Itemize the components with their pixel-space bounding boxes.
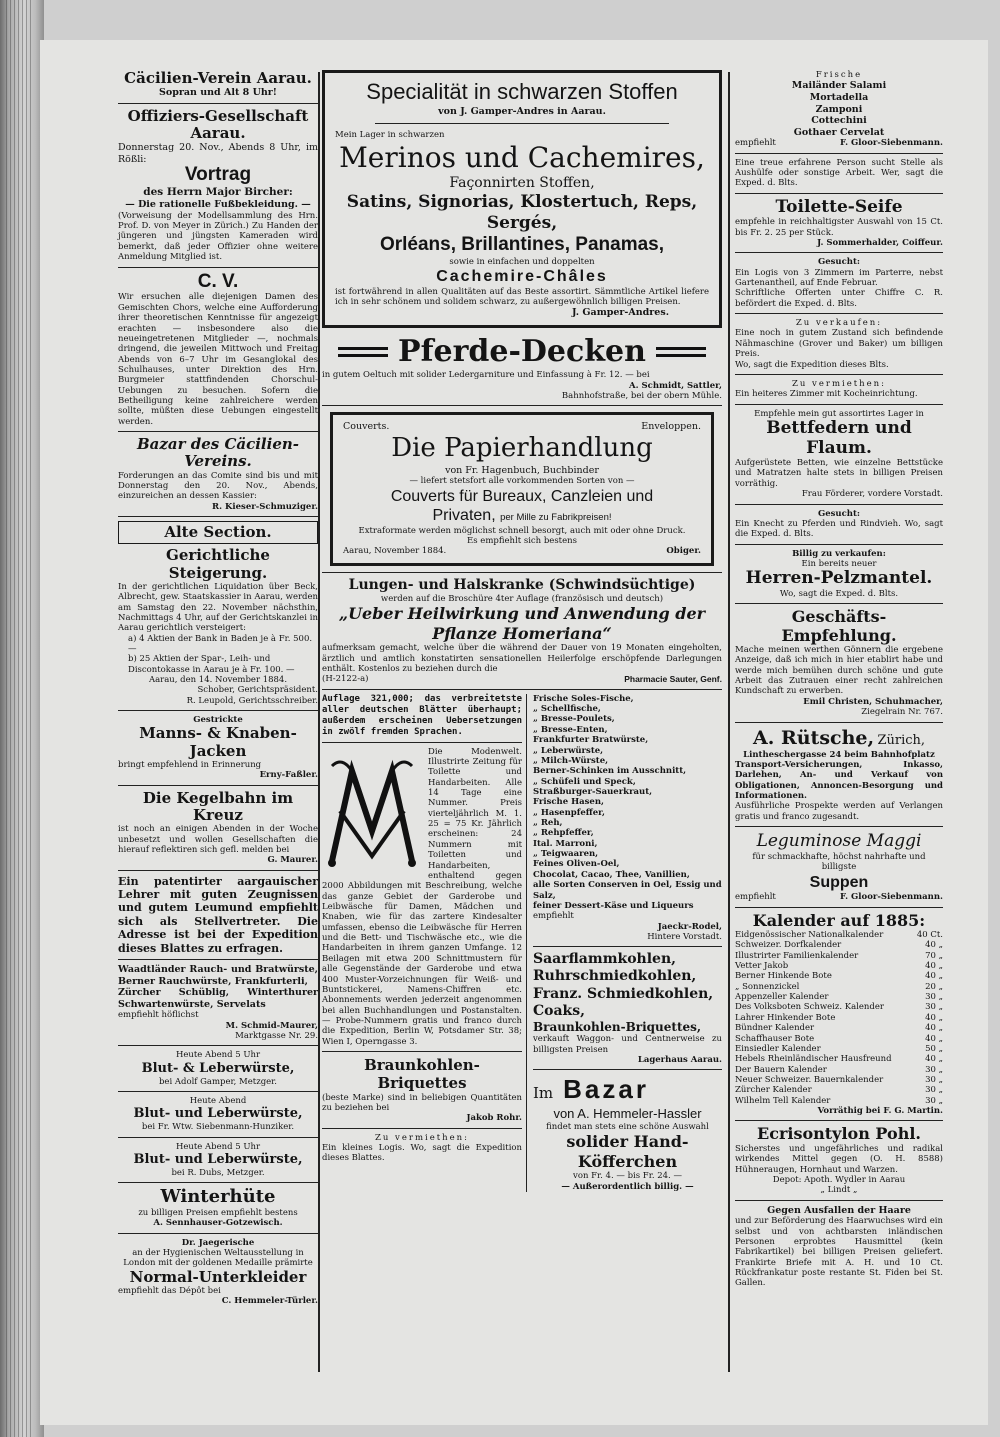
blut1-sign: bei Adolf Gamper, Metzger.	[158, 1076, 277, 1087]
stoffe-ad	[322, 70, 722, 328]
kalender-name: „ Sonnenzickel	[735, 981, 800, 992]
divider	[118, 785, 318, 786]
salami-empf: empfiehlt	[735, 138, 776, 149]
modenwelt-text: Die Modenwelt. Illustrirte Zeitung für Toilette und Handarbeiten. Alle 14 Tage eine Nummer. Preis vierteljährlich M. 1. 25 = 75 Kr. Jährlich erscheinen: 24 Nummern mit Toiletten und Handarbeiten, enthaltend gegen 2000 Abbildungen mit Beschreibung, welche das ganze Gebiet der Garderobe und Leibwäsche für Damen, Mädchen und Knaben, wie für das zartere Kindesalter umfassen, ebenso die Leibwäsche für Herren und die Bett- und Tischwäsche etc., wie die Handarbeiten in ihrem ganzen Umfange. 12 Beilagen mit etwa 200 Schnittmustern für alle Gegenstände der Garderobe und etwa 400 Muster-Vorzeichnungen für Weiß- und Buntstickerei, Namens-Chiffren etc. Abonnements werden jederzeit angenommen bei allen Buchhandlungen und Postanstalten. — Probe-Nummern gratis und franco durch die Expedition, Berlin W, Potsdamer Str. 38; Wien I, Operngasse 3.	[322, 746, 522, 1047]
kalender-row	[735, 1085, 943, 1095]
kalender-title: Kalender auf 1885:	[752, 910, 926, 930]
betten-sign: Frau Förderer, vordere Vorstadt.	[801, 489, 943, 500]
kalender-name: Einsiedler Kalender	[735, 1043, 821, 1054]
divider	[118, 1137, 318, 1138]
kalender-name: Illustrirter Familienkalender	[735, 950, 859, 961]
delikatessen-addr: Hintere Vorstadt.	[647, 932, 722, 942]
steigerung-item-a: a) 4 Aktien der Bank in Baden je à Fr. 500. —	[128, 633, 313, 654]
caecilien-sub: Sopran und Alt 8 Uhr!	[159, 87, 277, 99]
divider	[735, 404, 943, 405]
divider	[375, 123, 669, 124]
stoffe-sign: J. Gamper-Andres.	[572, 307, 669, 319]
stoffe-merinos: Merinos und Cachemires,	[339, 140, 705, 174]
divider	[322, 1051, 522, 1052]
delikatessen-item: „ Hasenpfeffer,	[533, 807, 605, 818]
pferde-addr: Bahnhofstraße, bei der obern Mühle.	[561, 391, 722, 402]
steigerung-sign2: R. Leupold, Gerichtsschreiber.	[186, 695, 318, 706]
delikatessen-item: „ Milch-Würste,	[533, 755, 609, 766]
divider	[735, 1200, 943, 1201]
cv-title: C. V.	[197, 270, 239, 292]
divider	[322, 1128, 522, 1129]
bazar-title: Bazar	[563, 1074, 649, 1105]
bazar-im: Im	[533, 1084, 554, 1103]
vermiethen-text: Ein kleines Logis. Wo, sagt die Expedition dieses Blattes.	[322, 1143, 522, 1164]
pferde-header	[322, 334, 722, 371]
bazar-text: findet man stets eine schöne Auswahl	[546, 1121, 709, 1132]
maggi-empf: empfiehlt	[735, 892, 776, 903]
blut3-pre: Heute Abend 5 Uhr	[175, 1141, 261, 1152]
divider	[735, 907, 943, 908]
steigerung-date: Aarau, den 14. November 1884.	[148, 675, 288, 686]
kalender-list	[735, 930, 943, 1106]
pferde-text: in gutem Oeltuch mit solider Ledergarniture und Einfassung à Fr. 12. — bei	[322, 370, 650, 381]
salami-item: Mortadella	[809, 91, 869, 103]
pferde-sign: A. Schmidt, Sattler,	[629, 380, 722, 391]
kalender-sign: Vorräthig bei F. G. Martin.	[817, 1106, 943, 1117]
gesucht2-title: Gesucht:	[817, 508, 861, 519]
salami-item: Cottechini	[811, 115, 867, 127]
mid-lower-split	[322, 694, 722, 1192]
geschaeft-addr: Ziegelrain Nr. 767.	[861, 707, 943, 718]
betten-pre: Empfehle mein gut assortirtes Lager in	[754, 408, 924, 419]
betten-text: Aufgerüstete Betten, wie einzelne Bettstücke und Matratzen halte stets in billigen Preisen vorräthig.	[735, 458, 943, 489]
papier-by: von Fr. Hagenbuch, Buchbinder	[445, 464, 599, 476]
delikatessen-list	[533, 694, 722, 912]
kegelbahn-sign: G. Maurer.	[267, 855, 318, 866]
kalender-price: 40 Ct.	[916, 929, 943, 940]
maggi-text: für schmackhafte, höchst nahrhafte und billigste	[752, 851, 926, 873]
stoffe-text: ist fortwährend in allen Qualitäten auf das Beste assortirt. Sämmtliche Artikel liefere ich in sehr schönem und solidem schwarz, zu außergewöhnlich billigen Preisen.	[335, 286, 709, 307]
betten-title: Bettfedern und Flaum.	[766, 417, 912, 458]
kohlen-item: Ruhrschmiedkohlen,	[533, 968, 697, 985]
stoffe-by: von J. Gamper-Andres in Aarau.	[438, 105, 606, 117]
ruetsche-title: A. Rütsche,	[752, 726, 875, 749]
divider	[118, 870, 318, 871]
divider	[118, 959, 318, 960]
jaeger-sign: C. Hemmeler-Türler.	[221, 1296, 318, 1307]
steigerung-title: Gerichtliche Steigerung.	[166, 546, 270, 582]
kalender-name: Bündner Kalender	[735, 1023, 815, 1034]
wurst-addr: Marktgasse Nr. 29.	[235, 1031, 318, 1042]
papier-ad	[330, 412, 714, 565]
bazar-koffer: solider Hand-Köfferchen	[566, 1132, 689, 1171]
jaeger-empf: empfiehlt das Dépôt bei	[118, 1285, 221, 1296]
vortrag-text: (Vorweisung der Modellsammlung des Hrn. Prof. D. von Meyer in Zürich.) Zu Handen der jüngeren und jüngsten Kameraden wird bemerkt, daß jeder Offizier ohne weitere Anmeldung Mitglied ist.	[118, 210, 318, 263]
jaeger-title: Normal-Unterkleider	[129, 1267, 307, 1286]
kalender-row	[735, 961, 943, 971]
verkaufen1-text2: Wo, sagt die Expedition dieses Blts.	[735, 359, 889, 370]
kalender-row	[735, 1065, 943, 1075]
kalender-name: Neuer Schweizer. Bauernkalender	[735, 1074, 884, 1085]
delikatessen-item: Straßburger-Sauerkraut,	[533, 786, 653, 797]
bazar-title: Bazar des Cäcilien-Vereins.	[136, 435, 300, 471]
delikatessen-item: Chocolat, Cacao, Thee, Vanillien,	[533, 869, 690, 880]
salami-item: Mailänder Salami	[791, 80, 887, 92]
divider	[118, 267, 318, 268]
kalender-name: Appenzeller Kalender	[735, 992, 829, 1003]
kohlen-item: Saarflammkohlen,	[533, 951, 677, 968]
delikatessen-item: Frankfurter Bratwürste,	[533, 735, 649, 746]
vermiethen3-text: Ein heiteres Zimmer mit Kocheinrichtung.	[735, 389, 918, 400]
maggi-sign: F. Gloor-Siebenmann.	[839, 892, 943, 903]
delikatessen-item: „ Schüfeli und Speck,	[533, 776, 636, 787]
divider	[735, 826, 943, 827]
delikatessen-item: „ Reh,	[533, 818, 563, 829]
kalender-row	[735, 971, 943, 981]
delikatessen-item: „ Leberwürste,	[533, 745, 604, 756]
blut1-title: Blut- & Leberwürste,	[141, 1060, 295, 1076]
kohlen-sign: Lagerhaus Aarau.	[637, 1055, 722, 1066]
kohlen-item: Coaks,	[533, 1002, 586, 1019]
divider	[735, 544, 943, 545]
bazar-header	[533, 1074, 722, 1106]
gesucht2-text: Ein Knecht zu Pferden und Rindvieh. Wo, sagt die Exped. d. Blts.	[735, 518, 943, 540]
book-binding	[0, 0, 44, 1437]
kalender-price: 50 „	[925, 1043, 943, 1054]
jacken-text: bringt empfehlend in Erinnerung	[118, 759, 262, 770]
kegelbahn-text: ist noch an einigen Abenden in der Woche unbesetzt und wollen Gesellschaften die hierauf reflektiren sich gefl. melden bei	[118, 824, 318, 855]
salami-sign: F. Gloor-Siebenmann.	[839, 138, 943, 149]
kalender-price: 40 „	[925, 961, 943, 971]
wurst-text2: Zürcher Schüblig, Winterthurer Schwartenwürste, Servelats	[118, 987, 318, 1010]
jacken-sign: Erny-Faßler.	[259, 770, 318, 781]
maggi-title: Leguminose Maggi	[756, 831, 922, 852]
vortrag-topic: — Die rationelle Fußbekleidung. —	[125, 199, 311, 211]
blut2-pre: Heute Abend	[189, 1096, 247, 1107]
delikatessen-item: Ital. Marroni,	[533, 838, 598, 849]
divider	[735, 603, 943, 604]
blut1-pre: Heute Abend 5 Uhr	[175, 1050, 261, 1061]
braunkohlen-text: (beste Marke) sind in beliebigen Quantitäten zu beziehen bei	[322, 1092, 522, 1113]
kalender-price: 30 „	[925, 1074, 943, 1085]
kalender-row	[735, 992, 943, 1002]
kalender-name: Des Volksboten Schweiz. Kalender	[735, 1002, 884, 1013]
divider	[735, 193, 943, 194]
blut2-sign: bei Fr. Wtw. Siebenmann-Hunziker.	[141, 1122, 295, 1133]
seife-sign: J. Sommerhalder, Coiffeur.	[817, 237, 943, 248]
verkaufen1-title: Zu verkaufen:	[795, 318, 883, 329]
delikatessen-item: „ Bresse-Poulets,	[533, 714, 615, 725]
divider	[533, 946, 722, 947]
divider	[735, 153, 943, 154]
salami-item: Gothaer Cervelat	[793, 126, 885, 138]
jaeger-pre: Dr. Jaegerische	[181, 1237, 255, 1248]
winterhuete-title: Winterhüte	[160, 1186, 276, 1208]
steigerung-item-b: b) 25 Aktien der Spar-, Leih- und Discontokasse in Aarau je à Fr. 100. —	[128, 654, 295, 675]
bazar-price: von Fr. 4. — bis Fr. 24. —	[573, 1171, 682, 1182]
divider	[118, 431, 318, 432]
divider	[118, 1233, 318, 1234]
kalender-price: 70 „	[925, 950, 943, 961]
delikatessen-col	[526, 694, 722, 1192]
kalender-name: Hebels Rheinländischer Hausfreund	[735, 1054, 892, 1065]
jacken-title: Manns- & Knaben-Jacken	[139, 724, 297, 760]
haare-text: und zur Beförderung des Haarwuchses wird ein selbst und von achtbarsten inländischen Personen erprobtes Hausmittel (kein Fabrikartikel) bei billigen Preisen geliefert. Frankirte Briefe mit A. H. und 10 Ct. Rückfrankatur poste restante St. Fiden bei St. Gallen.	[735, 1216, 943, 1289]
kalender-row	[735, 940, 943, 950]
kalender-price: 40 „	[925, 1023, 943, 1034]
vermiethen3-title: Zu vermiethen:	[791, 378, 887, 389]
ruetsche-header	[735, 727, 943, 750]
stoffe-title: Specialität in schwarzen Stoffen	[366, 79, 678, 104]
column-left	[118, 70, 318, 1307]
alte-section-box: Alte Section.	[118, 521, 318, 544]
kohlen-text: verkauft Waggon- und Centnerweise zu billigsten Preisen	[533, 1034, 722, 1055]
delikatessen-item: alle Sorten Conserven in Oel, Essig und Salz,	[533, 880, 722, 901]
delikatessen-item: Frische Soles-Fische,	[533, 693, 634, 704]
divider	[118, 710, 318, 711]
wurst-sign: M. Schmid-Maurer,	[225, 1020, 318, 1031]
cv-text: Wir ersuchen alle diejenigen Damen des Gemischten Chors, welche eine Aufforderung ihrer theoretischen Kenntnisse für angezeigt erachten — insbesondere also die neueingetretenen Mitglieder —, nochmals dringend, die jeweilen Mittwoch und Freitag Abends von 6–7 Uhr im Gesanglokal des Schulhauses, unter Direktion des Hrn. Burgmeier stattfindenden Chorschul-Uebungen zu besuchen. Sofern die Betheiligung keine zahlreichere werden sollte, müßten diese Uebungen eingestellt werden.	[118, 292, 318, 427]
kalender-price: 40 „	[925, 940, 943, 951]
divider	[735, 374, 943, 375]
stoffe-faconnirten: Façonnirten Stoffen,	[449, 174, 595, 191]
kalender-name: Vetter Jakob	[735, 961, 789, 971]
wurst-text1: Waadtländer Rauch- und Bratwürste, Berner Rauchwürste, Frankfurterli,	[118, 964, 318, 987]
lungen-text: aufmerksam gemacht, welche über die während der Dauer von 19 Monaten eingeholten, ärztlich und amtlich konstatirten sensationellen Heilerfolge erschöpfende Darlegungen enthält. Kostenlos zu beziehen durch die	[322, 643, 722, 675]
kalender-row	[735, 1075, 943, 1085]
kohlen-list	[533, 951, 722, 1019]
stoffe-sowie: sowie in einfachen und doppelten	[449, 256, 595, 267]
kalender-name: Der Bauern Kalender	[735, 1064, 827, 1075]
delikatessen-item: „ Teigwaaren,	[533, 849, 599, 860]
offiziers-date: Donnerstag 20. Nov., Abends 8 Uhr, im Rößli:	[118, 142, 318, 165]
salami-footer-row	[735, 138, 943, 148]
kalender-row	[735, 1034, 943, 1044]
lungen-title: Lungen- und Halskranke (Schwindsüchtige)	[348, 576, 696, 593]
gesucht1-text2: Schriftliche Offerten unter Chiffre C. R. befördert die Exped. d. Blts.	[735, 288, 943, 309]
delikatessen-empf: empfiehlt	[533, 911, 574, 922]
modenwelt-col	[322, 694, 522, 1192]
divider	[735, 252, 943, 253]
ornament-bar	[656, 347, 706, 357]
delikatessen-sign: Jaeckr-Rodel,	[657, 921, 722, 932]
jacken-pre: Gestrickte	[193, 715, 243, 726]
divider	[735, 313, 943, 314]
ruetsche-addr: Lintheschergasse 24 beim Bahnhofplatz	[743, 749, 935, 760]
papier-left: Couverts.	[343, 421, 390, 433]
papier-empf: Es empfiehlt sich bestens	[467, 536, 577, 547]
kegelbahn-title: Die Kegelbahn im Kreuz	[142, 788, 294, 824]
auflage-text: Auflage 321,000; das verbreitetste aller deutschen Blätter überhaupt; außerdem erscheinen Uebersetzungen in zwölf fremden Sprachen.	[322, 693, 522, 737]
gesucht1-title: Gesucht:	[817, 257, 861, 268]
caecilien-title: Cäcilien-Verein Aarau.	[124, 69, 312, 87]
geschaeft-text: Mache meinen werthen Gönnern die ergebene Anzeige, daß ich mich in hier etablirt habe und werde mich bemühen durch schöne und gute Arbeit das Zutrauen einer recht zahlreichen Kundschaft zu erwerben.	[735, 645, 943, 697]
vermiethen-title: Zu vermiethen:	[374, 1132, 470, 1143]
pohl-lindt: „ Lindt „	[820, 1185, 858, 1196]
kalender-row	[735, 930, 943, 940]
kalender-price: 30 „	[925, 1085, 943, 1096]
bazar-billig: — Außerordentlich billig. —	[561, 1181, 694, 1192]
kalender-row	[735, 1096, 943, 1106]
blut3-sign: bei R. Dubs, Metzger.	[171, 1167, 265, 1178]
kalender-name: Schaffhauser Bote	[735, 1033, 815, 1044]
jaeger-text: an der Hygienischen Weltausstellung in London mit der goldenen Medaille prämirte	[123, 1247, 313, 1269]
kalender-name: Wilhelm Tell Kalender	[735, 1095, 831, 1106]
steigerung-text: In der gerichtlichen Liquidation über Beck, Albrecht, gew. Staatskassier in Aarau, werden am Samstag den 22. November nächsthin, Nachmittags 4 Uhr, auf der Gerichtskanzlei in Aarau gerichtlich versteigert:	[118, 581, 318, 634]
blut2-title: Blut- und Leberwürste,	[133, 1106, 303, 1122]
lungen-book: „Ueber Heilwirkung und Anwendung der Pflanze Homeriana“	[338, 604, 706, 643]
divider	[322, 572, 722, 573]
column-rule-left	[318, 72, 320, 1372]
column-middle	[322, 70, 722, 1192]
kalender-row	[735, 1054, 943, 1064]
seife-text: empfehle in reichhaltigster Auswahl von 15 Ct. bis Fr. 2. 25 per Stück.	[735, 217, 943, 238]
offiziers-title: Offiziers-Gesellschaft Aarau.	[127, 106, 309, 143]
kalender-name: Eidgenössischer Nationalkalender	[735, 929, 884, 940]
divider	[533, 1069, 722, 1070]
kalender-price: 40 „	[925, 1033, 943, 1044]
maggi-suppen: Suppen	[809, 873, 869, 891]
papier-date: Aarau, November 1884.	[343, 546, 447, 557]
divider	[118, 103, 318, 104]
wurst-empf: empfiehlt höflichst	[118, 1010, 199, 1021]
kalender-price: 30 „	[925, 1095, 943, 1106]
braunkohlen-title: Braunkohlen-Briquettes	[364, 1056, 480, 1093]
divider	[118, 1091, 318, 1092]
bazar-text: Forderungen an das Comite sind bis und mit Donnerstag den 20. Nov., Abends, einzureichen an dessen Kassier:	[118, 470, 318, 502]
kalender-name: Zürcher Kalender	[735, 1085, 812, 1096]
gesucht1-text: Ein Logis von 3 Zimmern im Parterre, nebst Gartenantheil, auf Ende Februar.	[735, 267, 943, 289]
salami-item: Zamponi	[815, 103, 863, 115]
divider	[118, 1045, 318, 1046]
kalender-price: 40 „	[925, 1054, 943, 1065]
vortrag-heading: Vortrag	[184, 164, 252, 186]
kalender-row	[735, 1044, 943, 1054]
stoffe-orleans: Orléans, Brillantines, Panamas,	[379, 234, 665, 256]
lungen-ref: (H-2122-a)	[322, 674, 369, 685]
lungen-sign: Pharmacie Sauter, Genf.	[624, 674, 722, 685]
pelz-title: Herren-Pelzmantel.	[745, 568, 933, 589]
haare-title: Gegen Ausfallen der Haare	[767, 1204, 911, 1216]
bazar-sign: R. Kieser-Schmuziger.	[212, 501, 318, 512]
vortrag-speaker: des Herrn Major Bircher:	[143, 186, 293, 199]
delikatessen-item: Feines Oliven-Oel,	[533, 859, 620, 870]
winterhuete-text: zu billigen Preisen empfiehlt bestens	[138, 1207, 298, 1218]
kalender-name: Schweizer. Dorfkalender	[735, 940, 842, 951]
papier-couverts: Couverts für Bureaux, Canzleien und	[390, 487, 654, 505]
lungen-sub: werden auf die Broschüre 4ter Auflage (französisch und deutsch)	[380, 593, 664, 604]
kalender-row	[735, 982, 943, 992]
maggi-footer-row	[735, 892, 943, 902]
kohlen-briquettes: Braunkohlen-Briquettes,	[533, 1019, 702, 1034]
papier-title: Die Papierhandlung	[391, 433, 653, 464]
kalender-row	[735, 1002, 943, 1012]
kalender-price: 30 „	[925, 1064, 943, 1075]
divider	[118, 1182, 318, 1183]
delikatessen-item: „ Schellfische,	[533, 704, 601, 715]
papier-sign: Obiger.	[666, 546, 701, 557]
geschaeft-sign: Emil Christen, Schuhmacher,	[803, 696, 943, 707]
verkaufen2-title: Billig zu verkaufen:	[792, 548, 886, 559]
delikatessen-item: Berner-Schinken im Ausschnitt,	[533, 766, 687, 777]
steigerung-sign1: Schober, Gerichtspräsident.	[197, 685, 318, 696]
stoffe-lager: Mein Lager in schwarzen	[335, 130, 445, 141]
delikatessen-item: feiner Dessert-Käse und Liqueurs	[533, 900, 694, 911]
kalender-price: 40 „	[925, 971, 943, 982]
delikatessen-item: Frische Hasen,	[533, 797, 604, 808]
papier-right: Enveloppen.	[641, 421, 701, 433]
kalender-row	[735, 1023, 943, 1033]
geschaeft-title: Geschäfts-Empfehlung.	[781, 607, 897, 645]
blut3-title: Blut- und Leberwürste,	[133, 1151, 303, 1167]
stoffe-satins: Satins, Signorias, Klostertuch, Reps, Sergés,	[346, 192, 698, 233]
verkaufen1-text: Eine noch in gutem Zustand sich befindende Nähmaschine (Grover und Baker) um billigen Preis.	[735, 328, 943, 360]
bazar-von: von A. Hemmeler-Hassler	[553, 1106, 702, 1122]
verkaufen2-text: Ein bereits neuer	[801, 558, 877, 569]
column-right	[735, 70, 943, 1289]
kalender-price: 30 „	[925, 992, 943, 1003]
column-rule-right	[728, 72, 730, 1372]
papier-header-row	[343, 421, 701, 433]
stoffe-chales: Cachemire-Châles	[436, 268, 608, 285]
divider	[735, 504, 943, 505]
lungen-footer-row	[322, 674, 722, 684]
papier-liefert: — liefert stetsfort alle vorkommenden Sorten von —	[409, 476, 635, 487]
ruetsche-text: Transport-Versicherungen, Inkasso, Darlehen, An- und Verkauf von Obligationen, Annoncen-Besorgung und Informationen.	[735, 760, 943, 802]
kalender-price: 20 „	[925, 981, 943, 992]
divider	[322, 405, 722, 406]
pelz-text: Wo, sagt die Exped. d. Blts.	[779, 588, 899, 599]
ornament-bar	[338, 347, 388, 357]
pohl-text: Sicherstes und ungefährliches und radikal wirkendes Mittel gegen (O. H. 8588) Hühneraugen, Hornhaut und Warzen.	[735, 1143, 943, 1175]
kohlen-item: Franz. Schmiedkohlen,	[533, 985, 714, 1002]
divider	[118, 516, 318, 517]
delikatessen-item: „ Rehpfeffer,	[533, 828, 594, 839]
person-text: Eine treue erfahrene Person sucht Stelle als Aushülfe oder sonstige Arbeit. Wer, sagt die Exped. d. Blts.	[735, 157, 943, 189]
pohl-depot: Depot: Apoth. Wydler in Aarau	[772, 1174, 906, 1185]
kalender-name: Berner Hinkende Bote	[735, 971, 832, 982]
papier-mille: per Mille zu Fabrikpreisen!	[500, 512, 612, 524]
papier-privaten: Privaten,	[432, 507, 496, 525]
kalender-row	[735, 951, 943, 961]
braunkohlen-sign: Jakob Rohr.	[466, 1113, 522, 1124]
winterhuete-sign: A. Sennhauser-Gotzewisch.	[153, 1218, 283, 1229]
ruetsche-text2: Ausführliche Prospekte werden auf Verlangen gratis und franco zugesandt.	[735, 801, 943, 822]
divider	[322, 689, 722, 690]
divider	[322, 742, 522, 743]
divider	[735, 722, 943, 723]
lehrer-text: Ein patentirter aargauischer Lehrer mit guten Zeugnissen und gutem Leumund empfiehlt sich als Stellvertreter. Die Adresse ist bei der Expedition dieses Blattes zu erfragen.	[118, 874, 318, 955]
pohl-title: Ecrisontylon Pohl.	[757, 1124, 921, 1144]
delikatessen-item: „ Bresse-Enten,	[533, 724, 608, 735]
salami-list	[735, 80, 943, 138]
kalender-price: 40 „	[925, 1012, 943, 1023]
kalender-name: Lahrer Hinkender Bote	[735, 1012, 836, 1023]
kalender-row	[735, 1013, 943, 1023]
papier-footer-row	[343, 546, 701, 556]
divider	[735, 1120, 943, 1121]
papier-privaten-line	[343, 506, 701, 526]
salami-frische: Frische	[815, 70, 863, 80]
papier-extra: Extraformate werden möglichst schnell besorgt, auch mit oder ohne Druck.	[358, 525, 686, 536]
pferde-title: Pferde-Decken	[398, 333, 646, 369]
modenwelt-monogram-icon	[322, 751, 422, 871]
ruetsche-city: Zürich,	[877, 732, 926, 748]
kalender-price: 30 „	[925, 1002, 943, 1013]
seife-title: Toilette-Seife	[775, 196, 903, 217]
